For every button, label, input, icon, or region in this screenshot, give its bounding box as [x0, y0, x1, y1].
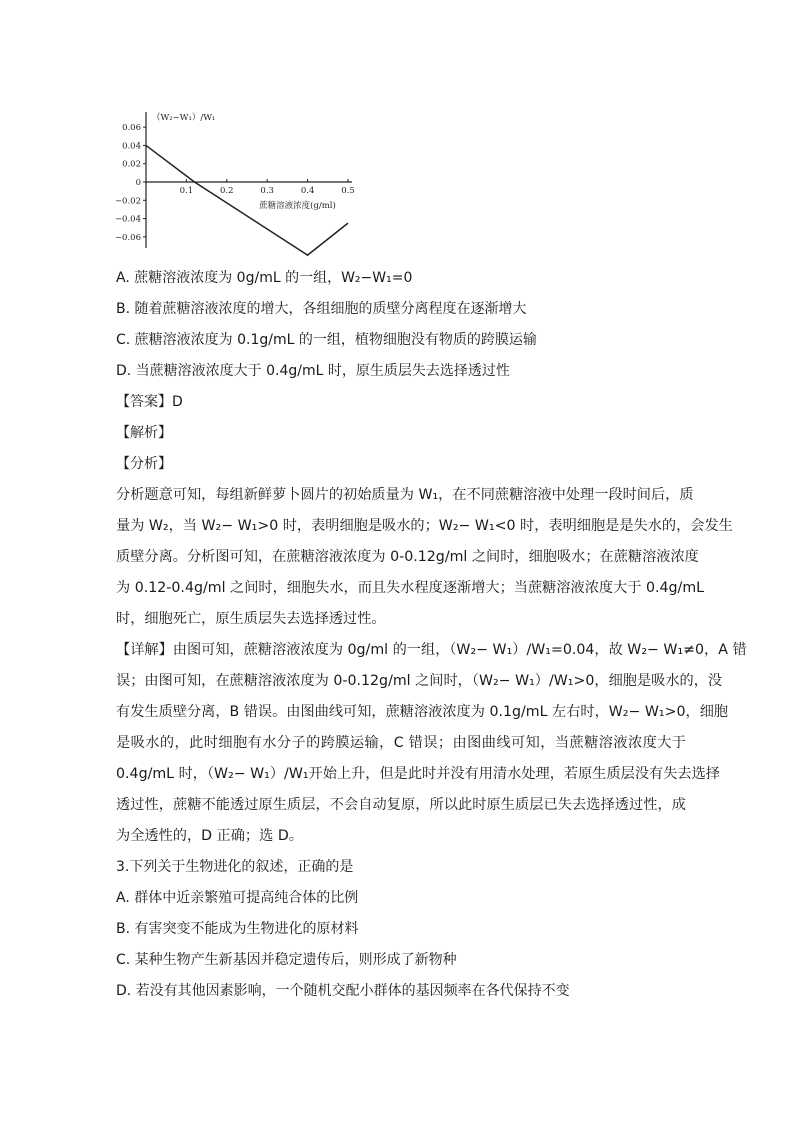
y-tick-label: 0.06 [122, 123, 141, 134]
detail-row: 有发生质壁分离，B 错误。由图曲线可知，蔗糖溶液浓度为 0.1g/mL 左右时，W₂− W₁>0，细胞 [116, 704, 729, 720]
q3-option-c: C. 某种生物产生新基因并稳定遗传后，则形成了新物种 [116, 952, 457, 968]
fenxi-row: 时，细胞死亡，原生质层失去选择透过性。 [116, 611, 386, 627]
q3-option-a: A. 群体中近亲繁殖可提高纯合体的比例 [116, 890, 359, 906]
fenxi-row: 量为 W₂，当 W₂− W₁>0 时，表明细胞是吸水的；W₂− W₁<0 时，表明细胞是是失水的，会发生 [116, 518, 733, 534]
detail-paragraph [116, 640, 747, 846]
x-tick-label: 0.4 [300, 186, 315, 196]
x-tick-label: 0.5 [341, 186, 355, 196]
fenxi-row: 质壁分离。分析图可知，在蔗糖溶液浓度为 0-0.12g/ml 之间时，细胞吸水；在蔗糖溶液浓度 [116, 549, 699, 565]
q2-option-d: D. 当蔗糖溶液浓度大于 0.4g/mL 时，原生质层失去选择透过性 [116, 363, 510, 379]
detail-row: 0.4g/mL 时，（W₂− W₁）/W₁开始上升，但是此时并没有用清水处理，若原生质层没有失去选择 [116, 766, 720, 782]
y-tick-label: −0.02 [114, 196, 141, 207]
q3-option-d: D. 若没有其他因素影响，一个随机交配小群体的基因频率在各代保持不变 [116, 983, 570, 999]
x-tick-label: 0.1 [179, 186, 194, 196]
concentration-chart [112, 100, 362, 260]
x-tick-label: 0.3 [260, 186, 274, 196]
q2-option-b: B. 随着蔗糖溶液浓度的增大，各组细胞的质壁分离程度在逐渐增大 [116, 301, 527, 317]
question-3: 3.下列关于生物进化的叙述，正确的是 [116, 859, 354, 875]
q3-option-b: B. 有害突变不能成为生物进化的原材料 [116, 921, 359, 937]
q2-option-a: A. 蔗糖溶液浓度为 0g/mL 的一组，W₂−W₁=0 [116, 270, 413, 286]
fenxi-row: 为 0.12-0.4g/ml 之间时，细胞失水，而且失水程度逐渐增大；当蔗糖溶液浓度大于 0.4g/mL [116, 580, 705, 596]
q2-option-c: C. 蔗糖溶液浓度为 0.1g/mL 的一组，植物细胞没有物质的跨膜运输 [116, 332, 537, 348]
analysis-heading: 【解析】 [116, 425, 172, 441]
x-axis-label: 蔗糖溶液浓度(g/ml) [259, 201, 336, 211]
y-tick-label: −0.06 [114, 232, 141, 243]
y-axis-label: （W₂−W₁）/W₁ [152, 113, 216, 123]
y-tick-label: 0 [135, 178, 141, 188]
detail-row: 【详解】由图可知，蔗糖溶液浓度为 0g/ml 的一组，（W₂− W₁）/W₁=0.04，故 W₂− W₁≠0，A 错 [116, 642, 747, 658]
y-tick-label: 0.02 [122, 159, 141, 170]
answer-line: 【答案】D [116, 394, 183, 410]
y-tick-label: −0.04 [114, 214, 141, 225]
y-tick-label: 0.04 [122, 141, 141, 152]
fenxi-row: 分析题意可知，每组新鲜萝卜圆片的初始质量为 W₁，在不同蔗糖溶液中处理一段时间后，质 [116, 487, 694, 503]
detail-row: 透过性，蔗糖不能透过原生质层，不会自动复原，所以此时原生质层已失去选择透过性，成 [116, 797, 686, 813]
detail-row: 为全透性的，D 正确；选 D。 [116, 828, 303, 844]
fenxi-paragraph [116, 485, 733, 629]
fenxi-heading: 【分析】 [116, 456, 172, 472]
detail-row: 是吸水的，此时细胞有水分子的跨膜运输，C 错误；由图曲线可知，当蔗糖溶液浓度大于 [116, 735, 686, 751]
detail-row: 误；由图可知，在蔗糖溶液浓度为 0-0.12g/ml 之间时，（W₂− W₁）/W₁>0，细胞是吸水的，没 [116, 673, 723, 689]
x-tick-label: 0.2 [220, 186, 234, 196]
document-body [116, 268, 747, 1012]
